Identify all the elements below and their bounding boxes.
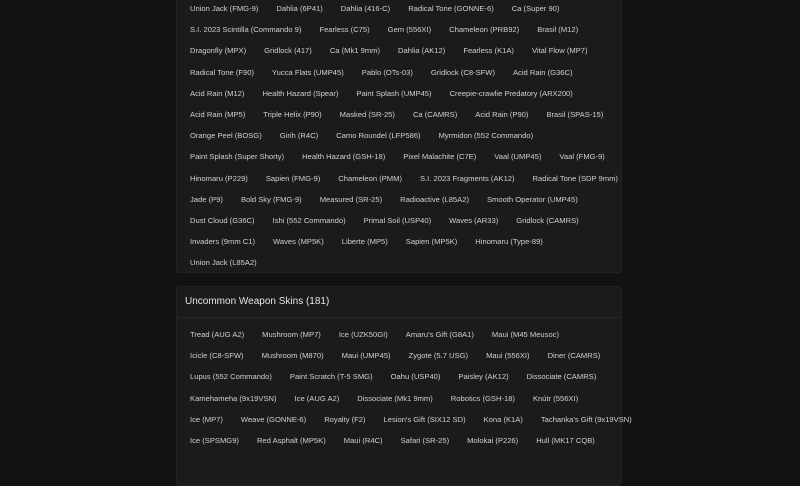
skin-item[interactable]: Ca (CAMRS) (412, 109, 458, 119)
skin-item[interactable]: Hinomaru (P229) (190, 173, 248, 183)
skin-item[interactable]: Paint Scratch (T-5 SMG) (289, 372, 373, 382)
skin-item[interactable]: Ice (AUG A2) (294, 393, 340, 403)
skin-row (190, 189, 621, 210)
skin-item[interactable]: Ice (UZK50GI) (338, 330, 388, 339)
skin-item[interactable]: Robotics (GSH-18) (450, 393, 515, 403)
skin-item[interactable]: Brasil (M12) (537, 25, 579, 35)
skin-item[interactable]: Lesion's Gift (SIX12 SD) (383, 414, 466, 424)
skin-item[interactable]: Vaal (UMP45) (494, 152, 542, 162)
skin-item[interactable]: Chameleon (PMM) (338, 173, 402, 183)
skin-item[interactable]: Diner (CAMRS) (547, 351, 601, 361)
skin-item[interactable]: Invaders (9mm C1) (190, 237, 255, 247)
skin-item[interactable]: Dragonfly (MPX) (190, 46, 247, 56)
skin-item[interactable]: Waves (AR33) (449, 215, 499, 225)
uncommon-skins-list (177, 318, 632, 451)
skin-item[interactable]: Chameleon (PRB92) (449, 25, 520, 35)
skin-item[interactable]: Acid Rain (P90) (475, 109, 529, 119)
skin-item[interactable]: Mushroom (M870) (261, 351, 324, 361)
skin-item[interactable]: Amaru's Gift (G8A1) (405, 330, 474, 339)
skin-item[interactable]: Ishi (552 Commando) (272, 215, 346, 225)
skin-item[interactable]: Union Jack (FMG-9) (190, 4, 259, 13)
skin-item[interactable]: Kona (K1A) (483, 414, 523, 424)
skin-item[interactable]: Radioactive (L85A2) (400, 194, 469, 204)
skin-row (190, 104, 621, 125)
skin-item[interactable]: Myrmidon (552 Commando) (438, 131, 534, 141)
skin-item[interactable]: Tachanka's Gift (9x19VSN) (540, 414, 632, 424)
skin-row (190, 324, 621, 345)
skin-item[interactable]: Knútr (556XI) (532, 393, 579, 403)
skin-row (190, 0, 621, 19)
skin-row (190, 231, 621, 252)
section-title: Uncommon Weapon Skins (181) (177, 287, 621, 318)
skin-item[interactable]: Union Jack (L85A2) (190, 258, 257, 268)
skin-item[interactable]: Zygote (5.7 USG) (408, 351, 469, 361)
skin-row (190, 40, 621, 61)
skin-item[interactable]: Ca (Mk1 9mm) (329, 46, 381, 56)
skin-item[interactable]: Maui (M45 Meusoc) (491, 330, 560, 339)
skin-item[interactable]: Maui (556XI) (486, 351, 530, 361)
skin-item[interactable]: Liberte (MP5) (341, 237, 388, 247)
skin-item[interactable]: Vaal (FMG-9) (559, 152, 605, 162)
skin-item[interactable]: Hull (MK17 CQB) (536, 435, 595, 445)
skin-item[interactable]: Tread (AUG A2) (190, 330, 245, 339)
skin-item[interactable]: Dissociate (CAMRS) (526, 372, 597, 382)
skin-row (190, 125, 621, 146)
skin-item[interactable]: Radical Tone (SDP 9mm) (532, 173, 618, 183)
skin-item[interactable]: Dahlia (6P41) (276, 4, 323, 13)
skin-item[interactable]: Yucca Flats (UMP45) (272, 67, 344, 77)
skin-item[interactable]: Paisley (AK12) (458, 372, 509, 382)
skin-item[interactable]: S.I. 2023 Fragments (AK12) (420, 173, 515, 183)
skin-item[interactable]: Sapien (FMG-9) (265, 173, 321, 183)
skin-row (190, 409, 632, 430)
skin-item[interactable]: Orange Peel (BOSG) (190, 131, 262, 141)
skin-item[interactable]: Ca (Super 90) (511, 4, 560, 13)
skin-item[interactable]: Radical Tone (GONNE-6) (408, 4, 494, 13)
skin-item[interactable]: Jade (P9) (190, 194, 223, 204)
skin-item[interactable]: Fearless (K1A) (463, 46, 514, 56)
skin-item[interactable]: Acid Rain (G36C) (512, 67, 573, 77)
skin-item[interactable]: Health Hazard (GSH-18) (302, 152, 386, 162)
skin-row (190, 252, 621, 273)
skin-item[interactable]: S.I. 2023 Scintilla (Commando 9) (190, 25, 302, 35)
skin-item[interactable]: Bold Sky (FMG-9) (240, 194, 302, 204)
skin-row (190, 146, 621, 167)
skin-item[interactable]: Mushroom (MP7) (262, 330, 321, 339)
skin-item[interactable]: Camo Roundel (LFP586) (336, 131, 421, 141)
skin-item[interactable]: Waves (MP5K) (273, 237, 324, 247)
skin-item[interactable]: Ice (SPSMG9) (190, 435, 239, 445)
skin-item[interactable]: Dissociate (Mk1 9mm) (357, 393, 433, 403)
skin-item[interactable]: Paint Splash (Super Shorty) (190, 152, 285, 162)
skin-item[interactable]: Ice (MP7) (190, 414, 223, 424)
skin-item[interactable]: Dahlia (AK12) (398, 46, 446, 56)
skin-item[interactable]: Creepie-crawlie Predatory (ARX200) (449, 88, 573, 98)
skin-item[interactable]: Fearless (C75) (319, 25, 370, 35)
skin-item[interactable]: Pablo (OTs-03) (361, 67, 413, 77)
skin-row (190, 388, 621, 409)
skin-item[interactable]: Red Asphalt (MP5K) (256, 435, 326, 445)
skin-row (190, 168, 621, 189)
skin-item[interactable]: Primal Soil (USP40) (363, 215, 432, 225)
skin-item[interactable]: Molokai (P226) (467, 435, 519, 445)
skin-item[interactable]: Dust Cloud (G36C) (190, 215, 255, 225)
skin-row (190, 62, 621, 83)
skin-item[interactable]: Girih (R4C) (279, 131, 319, 141)
skin-item[interactable]: Acid Rain (M12) (190, 88, 245, 98)
skin-item[interactable]: Dahlia (416-C) (340, 4, 391, 13)
skin-row (190, 83, 621, 104)
skin-item[interactable]: Safari (SR-25) (400, 435, 450, 445)
skin-item[interactable]: Smooth Operator (UMP45) (486, 194, 578, 204)
skin-item[interactable]: Gridlock (CAMRS) (516, 215, 579, 225)
skin-item[interactable]: Lupus (552 Commando) (190, 372, 272, 382)
skin-item[interactable]: Sapien (MP5K) (405, 237, 458, 247)
skin-item[interactable]: Brasil (SPAS-15) (546, 109, 604, 119)
rare-skins-list (177, 0, 621, 273)
skin-item[interactable]: Oahu (USP40) (390, 372, 441, 382)
skin-item[interactable]: Paint Splash (UMP45) (356, 88, 432, 98)
skin-item[interactable]: Icicle (C8-SFW) (190, 351, 244, 361)
skin-item[interactable]: Gridlock (C8-SFW) (430, 67, 495, 77)
skin-row (190, 345, 621, 366)
skin-item[interactable]: Maui (R4C) (343, 435, 383, 445)
skin-row (190, 210, 621, 231)
skin-item[interactable]: Measured (SR-25) (319, 194, 383, 204)
skin-item[interactable]: Maui (UMP45) (341, 351, 391, 361)
skin-item[interactable]: Triple Helix (P90) (263, 109, 322, 119)
skin-item[interactable]: Masked (SR-25) (339, 109, 395, 119)
skin-item[interactable]: Royalty (F2) (324, 414, 366, 424)
skin-item[interactable]: Radical Tone (F90) (190, 67, 255, 77)
skin-item[interactable]: Pixel Malachite (C7E) (403, 152, 477, 162)
skin-item[interactable]: Kamehameha (9x19VSN) (190, 393, 277, 403)
rare-skins-panel (176, 0, 622, 273)
skin-item[interactable]: Weave (GONNE-6) (240, 414, 307, 424)
skin-item[interactable]: Health Hazard (Spear) (262, 88, 339, 98)
skin-row (190, 366, 621, 387)
skin-item[interactable]: Vital Flow (MP7) (531, 46, 588, 56)
skin-item[interactable]: Acid Rain (MP5) (190, 109, 246, 119)
skin-item[interactable]: Gridlock (417) (264, 46, 312, 56)
skin-item[interactable]: Hinomaru (Type-89) (475, 237, 543, 247)
skin-item[interactable]: Gem (556XI) (387, 25, 432, 35)
skin-row (190, 19, 621, 40)
uncommon-skins-panel (176, 286, 632, 486)
skin-row (190, 430, 621, 451)
